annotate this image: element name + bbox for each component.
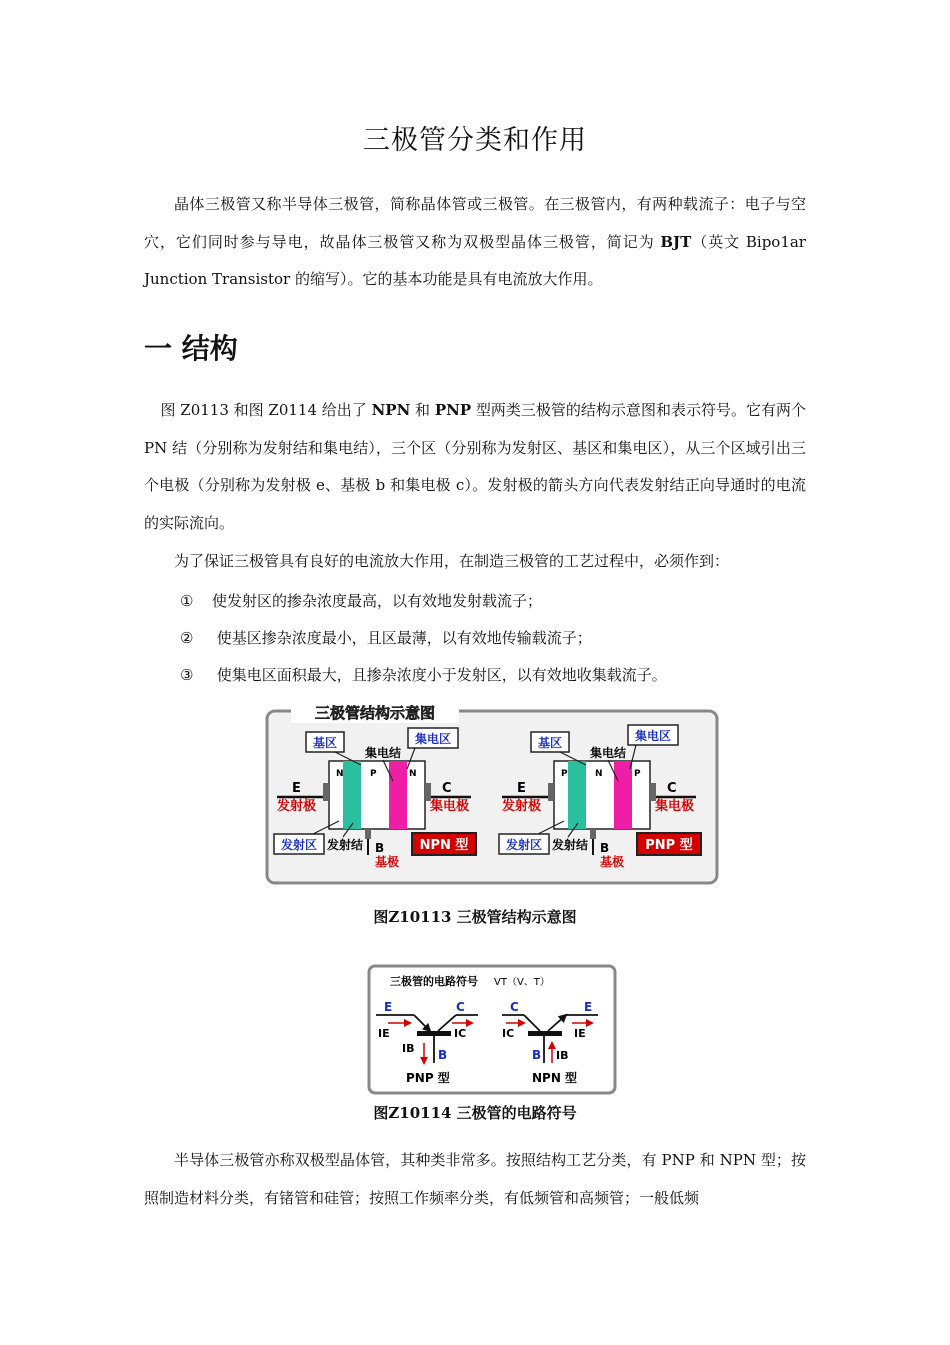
figure1-caption: 图Z10113 三极管结构示意图 [373, 908, 577, 926]
ib-label: IB [402, 1042, 415, 1055]
ic-label: IC [502, 1027, 515, 1040]
page-title: 三极管分类和作用 [363, 125, 587, 156]
base-bar [528, 1031, 562, 1036]
emitter-junction-label: 发射结 [552, 838, 589, 852]
npn-layer-label: N [409, 769, 417, 779]
base-lead [365, 829, 371, 839]
emitter-region-label: 发射区 [280, 838, 318, 852]
pnp-layer-label: P [634, 769, 641, 779]
e-terminal-label: E [292, 781, 301, 796]
collector-region-label: 集电区 [414, 732, 452, 746]
pnp-term: PNP [434, 401, 472, 419]
base-region-label: 基区 [537, 736, 563, 750]
ib-label: IB [556, 1049, 569, 1062]
intro-text-1: 晶体三极管又称半导体三极管，简称晶体管或三极管。在三极管内，有两种载流子：电子与空穴，它们同时参与导电，故晶体三极管又称为双极型晶体三极管，简记为 [144, 195, 806, 251]
list-item [180, 627, 592, 648]
ie-label: IE [574, 1027, 586, 1040]
emitter-lead [323, 783, 329, 801]
structure-text-b: 和 [410, 401, 435, 419]
collector-junction-label: 集电结 [590, 746, 627, 760]
base-region-label: 基区 [312, 736, 338, 750]
figure2-caption: 图Z10114 三极管的电路符号 [373, 1104, 577, 1122]
structure-diagram [265, 705, 720, 887]
diagram-banner: 三极管结构示意图 [314, 705, 436, 722]
ie-label: IE [378, 1027, 390, 1040]
intro-paragraph [144, 186, 806, 299]
emitter-label: 发射极 [277, 799, 317, 814]
base-bar [417, 1031, 451, 1036]
emitter-label: 发射极 [502, 799, 542, 814]
collector-region-label: 集电区 [634, 729, 672, 743]
e-terminal-label: E [517, 781, 526, 796]
pnp-layer-label: N [595, 769, 603, 779]
list-text: 使基区掺杂浓度最小，且区最薄，以有效地传输载流子； [212, 629, 592, 647]
c-terminal-label: C [442, 781, 452, 796]
requirements-paragraph: 为了保证三极管具有良好的电流放大作用，在制造三极管的工艺过程中，必须作到： [174, 552, 730, 570]
bjt-term: BJT [660, 232, 692, 251]
symbol-title: 三极管的电路符号 [390, 975, 478, 988]
structure-text-c: 型两类三极管的结构示意图和表示符号。它有两个 PN 结（分别称为发射结和集电结），三个区（分别称为发射区、基区和集电区），从三个区域引出三个电极（分别称为发射极 e、基极 b 和集电极 c）。发射极的箭头方向代表发射结正向导通时的电流的实际流向。 [144, 401, 806, 532]
b-label: B [532, 1048, 542, 1062]
emitter-lead [548, 783, 554, 801]
npn-type-label: NPN 型 [419, 838, 469, 853]
list-text: 使集电区面积最大，且掺杂浓度小于发射区，以有效地收集载流子。 [212, 666, 667, 684]
c-label: C [510, 1000, 519, 1014]
list-text: 使发射区的掺杂浓度最高，以有效地发射载流子； [212, 592, 543, 610]
collector-label: 集电极 [655, 799, 695, 814]
npn-symbol-label: NPN 型 [532, 1071, 578, 1085]
list-item [180, 664, 667, 685]
e-label: E [584, 1000, 593, 1014]
pnp-collector-junction [614, 761, 632, 829]
npn-term: NPN [371, 401, 411, 419]
b-label: B [438, 1048, 448, 1062]
list-number: ① [180, 592, 194, 610]
b-terminal-label: B [600, 841, 610, 855]
closing-paragraph: 半导体三极管亦称双极型晶体管，其种类非常多。按照结构工艺分类，有 PNP 和 NPN 型；按照制造材料分类，有锗管和硅管；按照工作频率分类，有低频管和高频管；一般低频 [144, 1151, 806, 1207]
npn-layer-label: P [370, 769, 377, 779]
list-number: ③ [180, 666, 194, 684]
pnp-layer-label: P [561, 769, 568, 779]
b-terminal-label: B [375, 841, 385, 855]
structure-text-a: 图 Z0113 和图 Z0114 给出了 [160, 401, 372, 419]
list-number: ② [180, 629, 194, 647]
collector-label: 集电极 [430, 799, 470, 814]
npn-layer-label: N [336, 769, 344, 779]
e-label: E [384, 1000, 393, 1014]
structure-paragraph [144, 392, 806, 542]
circuit-symbol-diagram [366, 963, 618, 1097]
ic-label: IC [454, 1027, 467, 1040]
vt-label: VT（V、T） [494, 977, 550, 988]
emitter-junction-label: 发射结 [327, 838, 364, 852]
base-lead [590, 829, 596, 839]
list-item [180, 590, 542, 611]
collector-junction-label: 集电结 [365, 746, 402, 760]
c-terminal-label: C [667, 781, 677, 796]
emitter-region-label: 发射区 [505, 838, 543, 852]
intro-text-2: （英文 Bipo1ar Junction Transistor 的缩写）。它的基本功能是具有电流放大作用。 [144, 232, 806, 288]
pnp-emitter-junction [568, 761, 586, 829]
base-label: 基极 [375, 855, 400, 869]
section-heading: 一 结构 [144, 332, 238, 365]
base-label: 基极 [600, 855, 625, 869]
npn-emitter-junction [343, 761, 361, 829]
c-label: C [456, 1000, 465, 1014]
pnp-type-label: PNP 型 [645, 838, 693, 853]
pnp-symbol-label: PNP 型 [406, 1071, 450, 1085]
npn-collector-junction [389, 761, 407, 829]
